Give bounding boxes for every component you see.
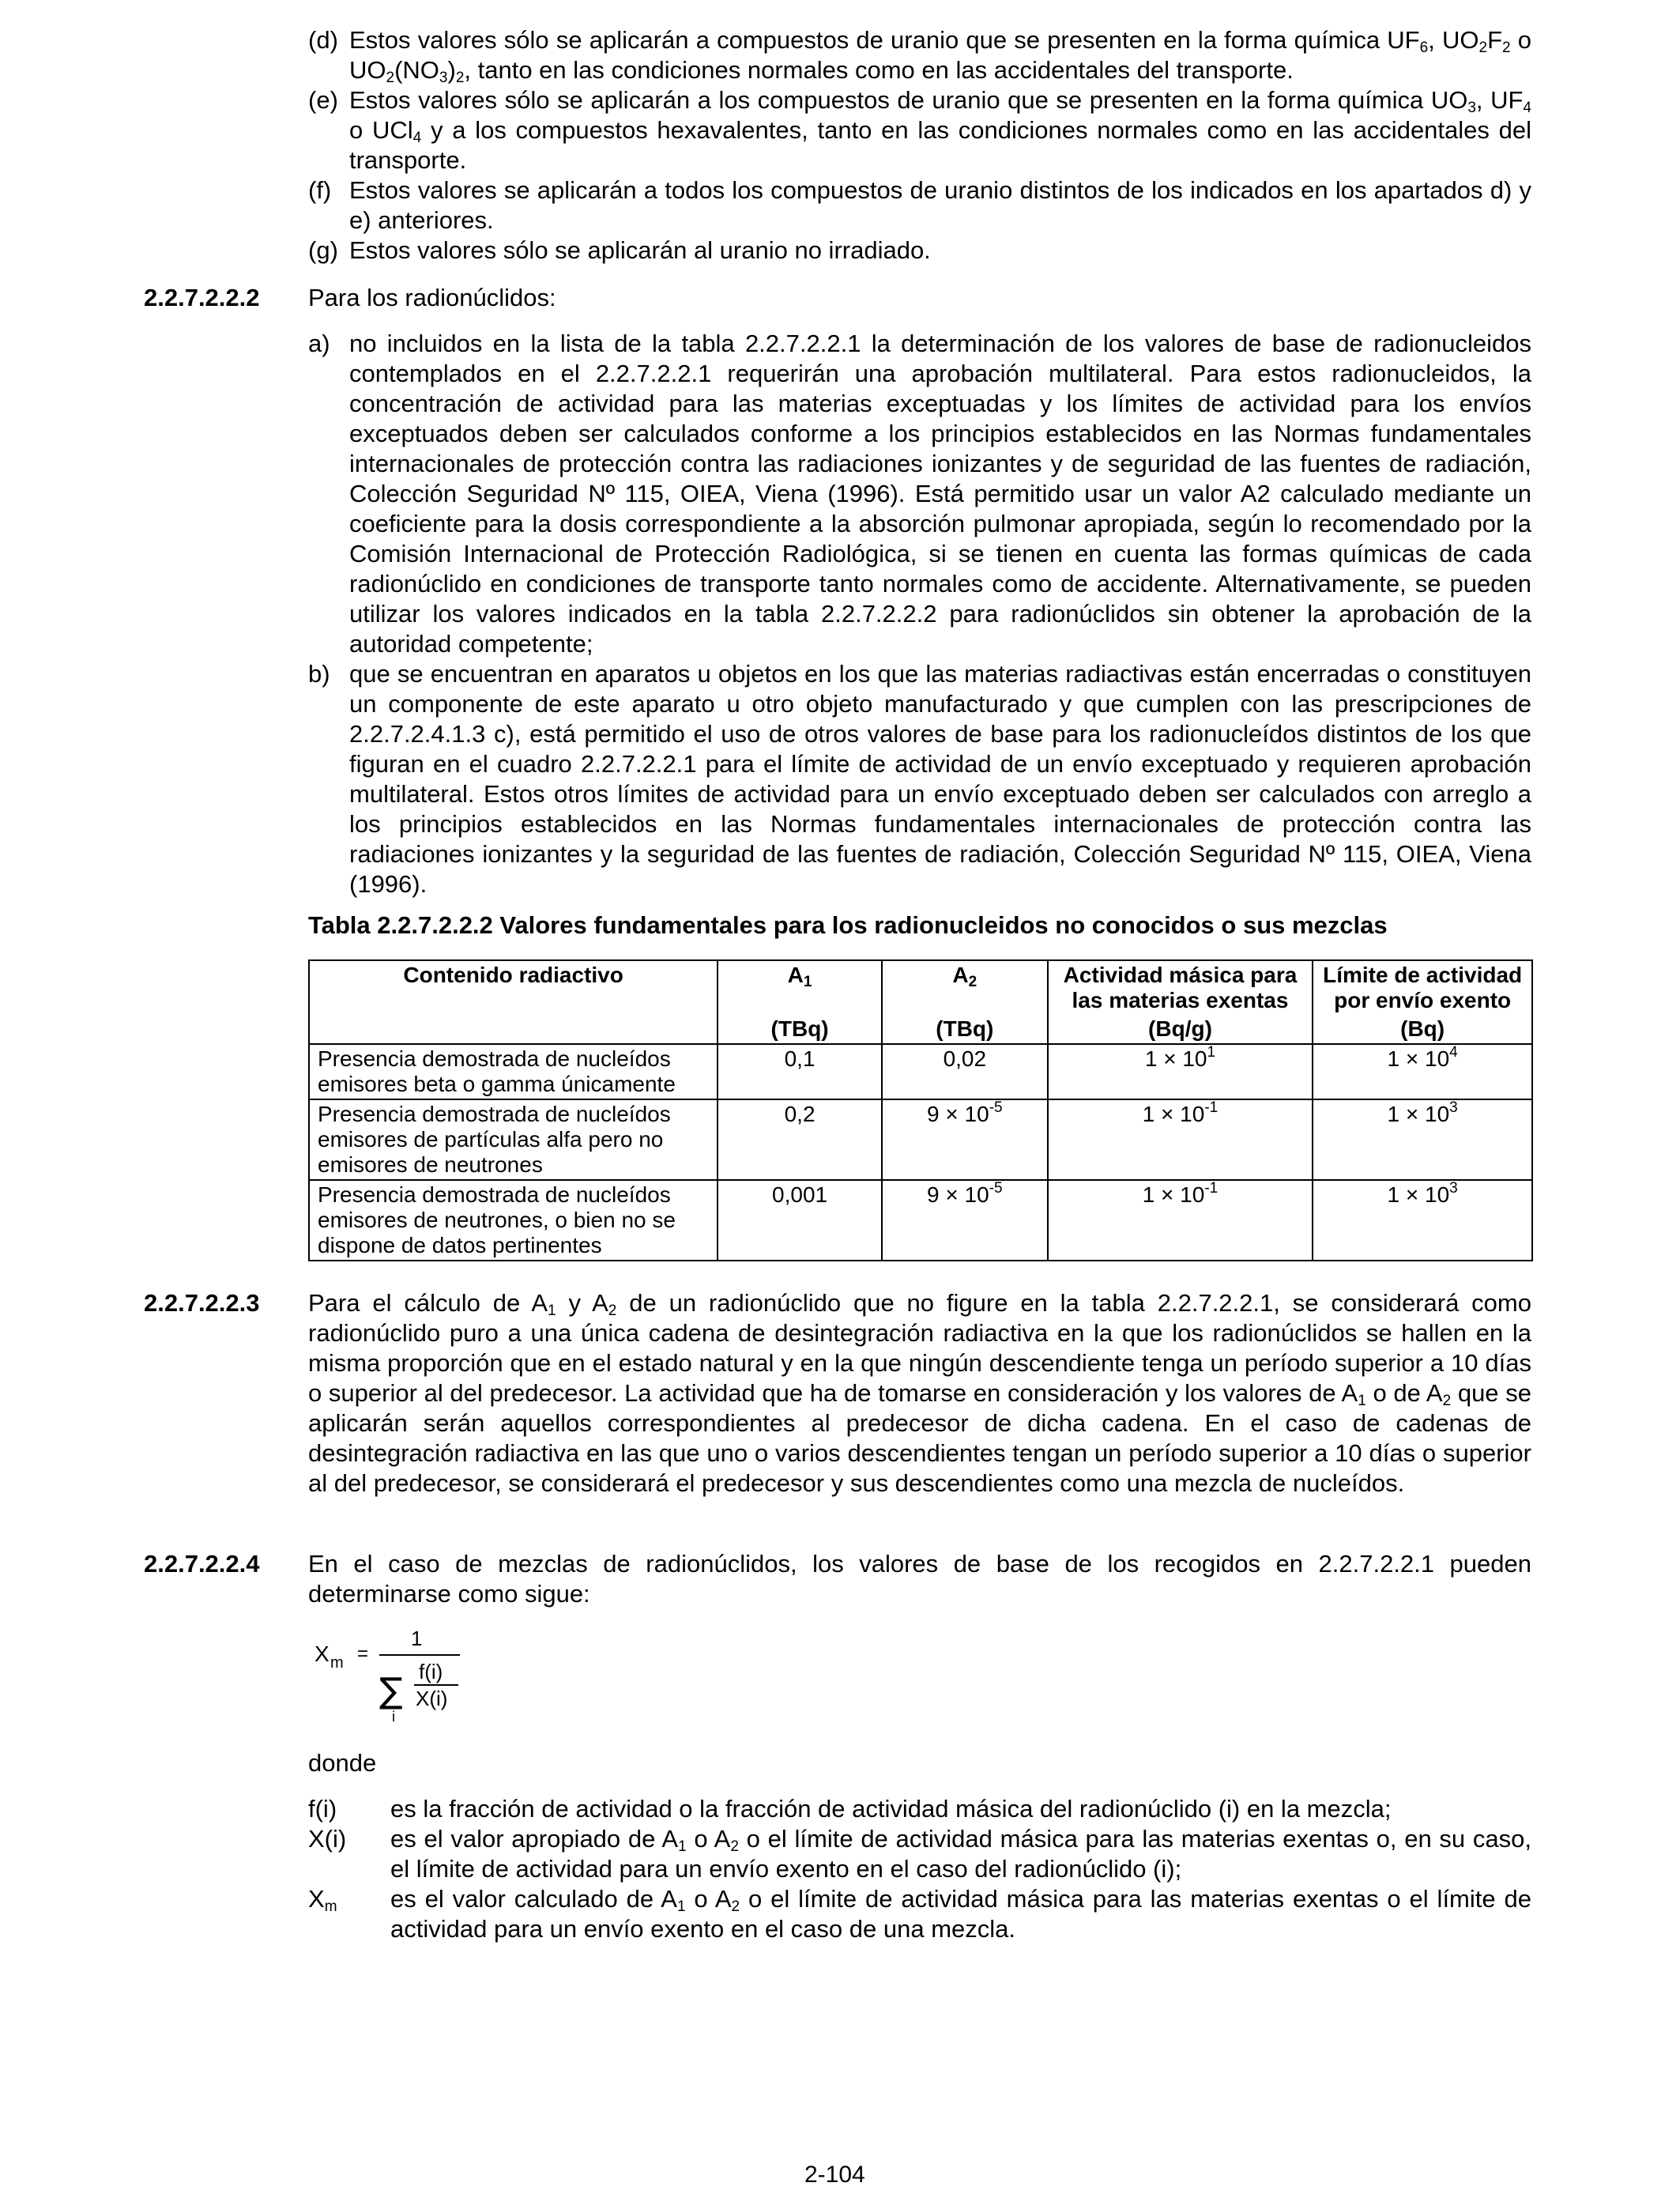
col-header-a2: $A_2$ <box>882 960 1048 1015</box>
cell-activity: $1 \times 10^{-1}$ <box>1048 1180 1313 1261</box>
note-e: (e) Estos valores sólo se aplicarán a los compuestos de uranio que se presenten en la forma química $UO_3$, $UF_4$ o UCl$_4$ y a los compuestos hexavalentes, tanto en las condiciones normales como en las accidentales del transporte. <box>308 86 1532 174</box>
section-4-text: En el caso de mezclas de radionúclidos, los valores de base de los recogidos en 2.2.7.2.2.1 pueden determinarse como sigue: <box>308 1550 1531 1608</box>
cell-content: Presencia demostrada de nucleídos emisores beta o gamma únicamente <box>309 1044 718 1099</box>
values-table <box>308 959 1533 1261</box>
note-label: (g) <box>308 236 338 264</box>
definition-symbol: $X_m$ <box>308 1885 337 1915</box>
table-title: Tabla 2.2.7.2.2.2 Valores fundamentales para los radionucleidos no conocidos o sus mezclas <box>308 911 1388 939</box>
col-header-content: Contenido radiactivo <box>309 960 718 1015</box>
table-row <box>309 1180 1532 1261</box>
section-number: 2.2.7.2.2.2 <box>144 284 260 311</box>
note-f <box>308 175 1531 236</box>
section-intro: Para los radionúclidos: <box>308 284 556 311</box>
page-number: 2-104 <box>804 2162 865 2188</box>
definition-text: es el valor apropiado de $A_1$ o $A_2$ o el límite de actividad másica para las materias exentas o, en su caso, el límite de actividad para un envío exento en el caso del radionúclido (i); <box>390 1825 1531 1883</box>
col-header-activity: Actividad másica para las materias exentas <box>1048 960 1313 1015</box>
formula-lhs: X <box>315 1642 330 1666</box>
cell-a1: 0,001 <box>718 1180 882 1261</box>
formula-sum-index: i <box>392 1709 395 1725</box>
cell-a1: 0,1 <box>718 1044 882 1099</box>
col-header-a1: $A_1$ <box>718 960 882 1015</box>
note-label: (f) <box>308 176 332 204</box>
unit-activity: (Bq/g) <box>1048 1015 1313 1044</box>
section-3-text: Para el cálculo de $A_1$ y $A_2$ de un radionúclido que no figure en la tabla 2.2.7.2.2.1, se considerará como radionúclido puro a una única cadena de desintegración radiactiva en la que los radionúclidos se hallen en la misma proporción que en el estado natural y en la que ningún descendiente tenga un período superior a 10 días o superior al del predecesor. La actividad que ha de tomarse en consideración y los valores de $A_1$ o de $A_2$ que se aplicarán serán aquellos correspondientes al predecesor de dicha cadena. En el caso de cadenas de desintegración radiactiva en las que uno o varios descendientes tengan un período superior a 10 días o superior al del predecesor, se considerará el predecesor y sus descendientes como una mezcla de nucleídos. <box>308 1289 1531 1497</box>
formula-equals: = <box>357 1643 369 1664</box>
cell-limit: $1 \times 10^3$ <box>1313 1099 1532 1180</box>
unit-a2: (TBq) <box>882 1015 1048 1044</box>
formula-sum-icon: ∑ <box>379 1671 403 1711</box>
formula-inner-numerator: f(i) <box>419 1660 443 1683</box>
cell-a1: 0,2 <box>718 1099 882 1180</box>
definition-f <box>308 1794 1531 1824</box>
list-label: b) <box>308 660 330 688</box>
cell-a2: $9 \times 10^{-5}$ <box>882 1099 1048 1180</box>
cell-a2: 0,02 <box>882 1044 1048 1099</box>
definition-xm <box>308 1884 1531 1944</box>
table-row <box>309 1044 1532 1099</box>
col-header-limit: Límite de actividad por envío exento <box>1313 960 1532 1015</box>
note-d: (d) Estos valores sólo se aplicarán a compuestos de uranio que se presenten en la forma química $UF_6$, $UO_2F_2$ o $UO_2(NO_3)_2$, tanto en las condiciones normales como en las accidentales del transporte. <box>308 26 1531 86</box>
unit-limit: (Bq) <box>1313 1015 1532 1044</box>
list-item-b <box>308 659 1531 899</box>
list-text: no incluidos en la lista de la tabla 2.2.7.2.2.1 la determinación de los valores de base de radionucleidos contemplados en el 2.2.7.2.2.1 requerirán una aprobación multilateral. Para estos radionucleidos, la concentración de actividad para las materias exceptuadas y los límites de actividad para los envíos exceptuados deben ser calculados conforme a los principios establecidos en las Normas fundamentales internacionales de protección contra las radiaciones ionizantes y de seguridad de las fuentes de radiación, Colección Seguridad Nº 115, OIEA, Viena (1996). Está permitido usar un valor A2 calculado mediante un coeficiente para la dosis correspondiente a la absorción pulmonar apropiada, según lo recomendado por la Comisión Internacional de Protección Radiológica, si se tienen en cuenta las formas químicas de cada radionúclido en condiciones de transporte tanto normales como de accidente. Alternativamente, se pueden utilizar los valores indicados en la tabla 2.2.7.2.2.2 para radionúclidos sin obtener la aprobación de la autoridad competente; <box>349 330 1531 658</box>
unit-blank <box>309 1015 718 1044</box>
cell-activity: $1 \times 10^1$ <box>1048 1044 1313 1099</box>
formula-lhs-sub: m <box>330 1654 344 1672</box>
note-label: (e) <box>308 86 338 114</box>
cell-limit: $1 \times 10^4$ <box>1313 1044 1532 1099</box>
table-row <box>309 1099 1532 1180</box>
section-number: 2.2.7.2.2.3 <box>144 1289 260 1317</box>
notes-list <box>308 25 1531 266</box>
note-text: Estos valores sólo se aplicarán al uranio no irradiado. <box>349 236 931 264</box>
note-g <box>308 236 1531 266</box>
definition-symbol: f(i) <box>308 1795 337 1823</box>
note-text: Estos valores se aplicarán a todos los compuestos de uranio distintos de los indicados en los apartados d) y e) anteriores. <box>349 176 1531 234</box>
list-label: a) <box>308 330 330 357</box>
definition-symbol: X(i) <box>308 1825 347 1853</box>
cell-content: Presencia demostrada de nucleídos emisores de partículas alfa pero no emisores de neutrones <box>309 1099 718 1180</box>
section-2-items <box>308 329 1531 899</box>
formula-numerator: 1 <box>411 1627 423 1650</box>
note-label: (d) <box>308 26 338 54</box>
list-text: que se encuentran en aparatos u objetos en los que las materias radiactivas están encerradas o constituyen un componente de este aparato u otro objeto manufacturado y que cumplen con las prescripciones de 2.2.7.2.4.1.3 c), está permitido el uso de otros valores de base para los radionucleídos distintos de los que figuran en el cuadro 2.2.7.2.2.1 para el límite de actividad de un envío exceptuado y requieren aprobación multilateral. Estos otros límites de actividad para un envío exceptuado deben ser calculados con arreglo a los principios establecidos en las Normas fundamentales internacionales de protección contra las radiaciones ionizantes y la seguridad de las fuentes de radiación, Colección Seguridad Nº 115, OIEA, Viena (1996). <box>349 660 1531 898</box>
definition-text: es el valor calculado de $A_1$ o $A_2$ o el límite de actividad másica para las materias exentas o el límite de actividad para un envío exento en el caso de una mezcla. <box>390 1885 1531 1943</box>
list-item-a <box>308 329 1531 659</box>
formula-inner-denominator: X(i) <box>416 1687 448 1710</box>
cell-content: Presencia demostrada de nucleídos emisores de neutrones, o bien no se dispone de datos pertinentes <box>309 1180 718 1261</box>
definition-text: es la fracción de actividad o la fracción de actividad másica del radionúclido (i) en la mezcla; <box>390 1795 1392 1823</box>
cell-limit: $1 \times 10^3$ <box>1313 1180 1532 1261</box>
unit-a1: (TBq) <box>718 1015 882 1044</box>
cell-activity: $1 \times 10^{-1}$ <box>1048 1099 1313 1180</box>
mixture-formula <box>313 1622 487 1732</box>
section-number: 2.2.7.2.2.4 <box>144 1550 260 1578</box>
definition-x <box>308 1824 1531 1884</box>
donde-label: donde <box>308 1749 377 1777</box>
cell-a2: $9 \times 10^{-5}$ <box>882 1180 1048 1261</box>
